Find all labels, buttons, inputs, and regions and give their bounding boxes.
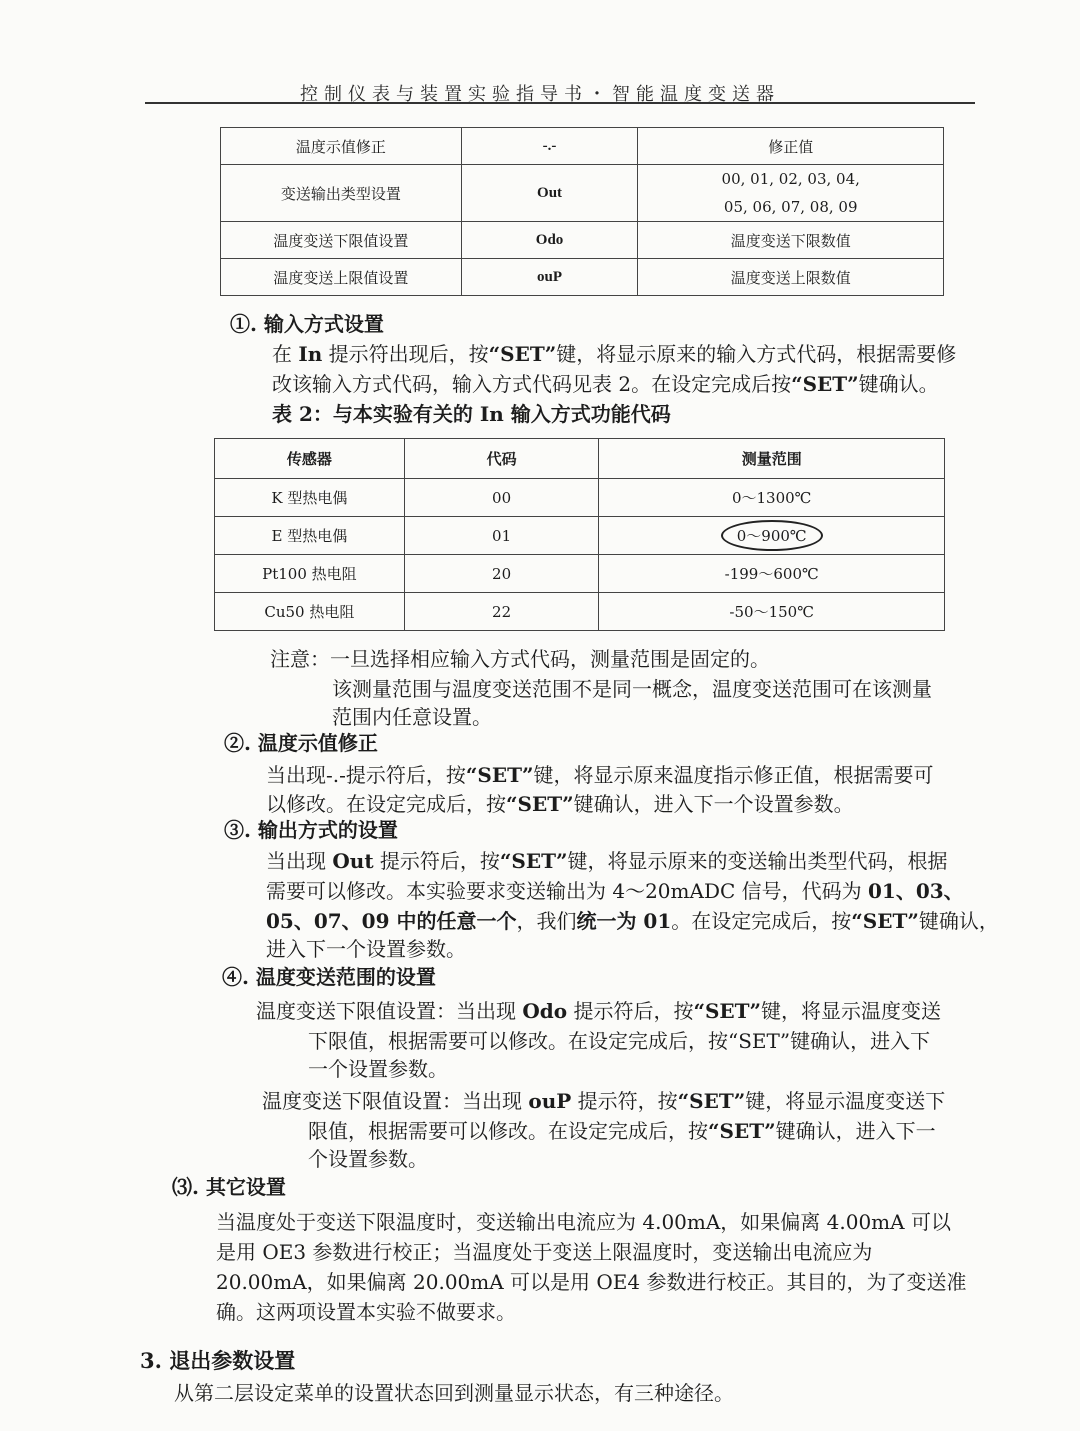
paragraph-line: 在 In 提示符出现后，按“SET”键，将显示原来的输入方式代码，根据需要修: [272, 342, 957, 366]
page-header: 控制仪表与装置实验指导书・智能温度变送器: [300, 84, 780, 105]
paragraph-line: 一个设置参数。: [308, 1057, 448, 1081]
param-name: 变送输出类型设置: [221, 165, 462, 222]
paragraph-line: 当出现 Out 提示符后，按“SET”键，将显示原来的变送输出类型代码，根据: [266, 849, 948, 873]
paragraph-line: 以修改。在设定完成后，按“SET”键确认，进入下一个设置参数。: [266, 792, 854, 816]
table-row: [221, 259, 944, 296]
paragraph-line: 进入下一个设置参数。: [266, 937, 466, 961]
param-code: Out: [461, 165, 638, 222]
paragraph-line: 下限值，根据需要可以修改。在设定完成后，按“SET”键确认，进入下: [308, 1029, 931, 1053]
param-name: 温度变送下限值设置: [221, 222, 462, 259]
table-row: [215, 593, 945, 631]
param-value: 温度变送上限数值: [638, 259, 944, 296]
paragraph-line: 改该输入方式代码，输入方式代码见表 2。在设定完成后按“SET”键确认。: [272, 372, 939, 396]
paragraph-line: 限值，根据需要可以修改。在设定完成后，按“SET”键确认，进入下一: [308, 1119, 936, 1143]
sensor-code: 20: [404, 555, 599, 593]
sensor-code: 01: [404, 517, 599, 555]
header-rule: [145, 102, 975, 104]
param-code: Odo: [461, 222, 638, 259]
table-header-row: [215, 439, 945, 479]
table-row: [221, 128, 944, 165]
param-value-line: 00, 01, 02, 03, 04,: [721, 170, 860, 188]
section-title: 3. 退出参数设置: [140, 1348, 296, 1373]
handwritten-circle-annotation: 0～900℃: [721, 520, 823, 551]
section-title: ⑶. 其它设置: [172, 1175, 286, 1199]
table-row: [221, 165, 944, 222]
param-value: [638, 165, 944, 222]
table-caption: 表 2：与本实验有关的 In 输入方式功能代码: [272, 402, 671, 426]
paragraph-line: 从第二层设定菜单的设置状态回到测量显示状态，有三种途径。: [174, 1381, 734, 1405]
section-title: ③. 输出方式的设置: [224, 818, 398, 842]
paragraph-line: 是用 OE3 参数进行校正；当温度处于变送上限温度时，变送输出电流应为: [216, 1240, 873, 1264]
sensor-range: -50～150℃: [599, 593, 945, 631]
paragraph-line: 05、07、09 中的任意一个，我们统一为 01。在设定完成后，按“SET”键确认，: [266, 909, 999, 933]
param-name: 温度示值修正: [221, 128, 462, 165]
note-line: 注意：一旦选择相应输入方式代码，测量范围是固定的。: [270, 647, 770, 671]
table-row: [215, 479, 945, 517]
section-title: ④. 温度变送范围的设置: [222, 965, 436, 989]
column-header: 传感器: [215, 439, 405, 479]
table-row: [215, 555, 945, 593]
param-code: ouP: [461, 259, 638, 296]
paragraph-line: 20.00mA，如果偏离 20.00mA 可以是用 OE4 参数进行校正。其目的，为了变送准: [216, 1270, 967, 1294]
sensor-range: -199～600℃: [599, 555, 945, 593]
param-value: 修正值: [638, 128, 944, 165]
sensor-code: 22: [404, 593, 599, 631]
note-line: 该测量范围与温度变送范围不是同一概念，温度变送范围可在该测量: [332, 677, 932, 701]
sensor-range: 0～1300℃: [599, 479, 945, 517]
param-name: 温度变送上限值设置: [221, 259, 462, 296]
paragraph-line: 当出现-.-提示符后，按“SET”键，将显示原来温度指示修正值，根据需要可: [266, 763, 934, 787]
column-header: 测量范围: [599, 439, 945, 479]
paragraph-line: 个设置参数。: [308, 1147, 428, 1171]
section-title: ②. 温度示值修正: [224, 731, 378, 755]
note-line: 范围内任意设置。: [332, 705, 492, 729]
column-header: 代码: [404, 439, 599, 479]
sensor-range: [599, 517, 945, 555]
paragraph-line: 需要可以修改。本实验要求变送输出为 4～20mADC 信号，代码为 01、03、: [266, 879, 964, 903]
table-row: [215, 517, 945, 555]
paragraph-line: 温度变送下限值设置：当出现 ouP 提示符，按“SET”键，将显示温度变送下: [262, 1089, 946, 1113]
sensor-name: Cu50 热电阻: [215, 593, 405, 631]
param-value: 温度变送下限数值: [638, 222, 944, 259]
params-table: [220, 127, 944, 296]
sensor-table: [214, 438, 945, 631]
sensor-name: Pt100 热电阻: [215, 555, 405, 593]
paragraph-line: 当温度处于变送下限温度时，变送输出电流应为 4.00mA，如果偏离 4.00mA 可以: [216, 1210, 951, 1234]
sensor-code: 00: [404, 479, 599, 517]
param-code: -.-: [461, 128, 638, 165]
section-title: ①. 输入方式设置: [230, 312, 384, 336]
sensor-name: K 型热电偶: [215, 479, 405, 517]
param-value-line: 05, 06, 07, 08, 09: [723, 198, 858, 216]
table-row: [221, 222, 944, 259]
sensor-name: E 型热电偶: [215, 517, 405, 555]
paragraph-line: 温度变送下限值设置：当出现 Odo 提示符后，按“SET”键，将显示温度变送: [256, 999, 942, 1023]
paragraph-line: 确。这两项设置本实验不做要求。: [216, 1300, 516, 1324]
